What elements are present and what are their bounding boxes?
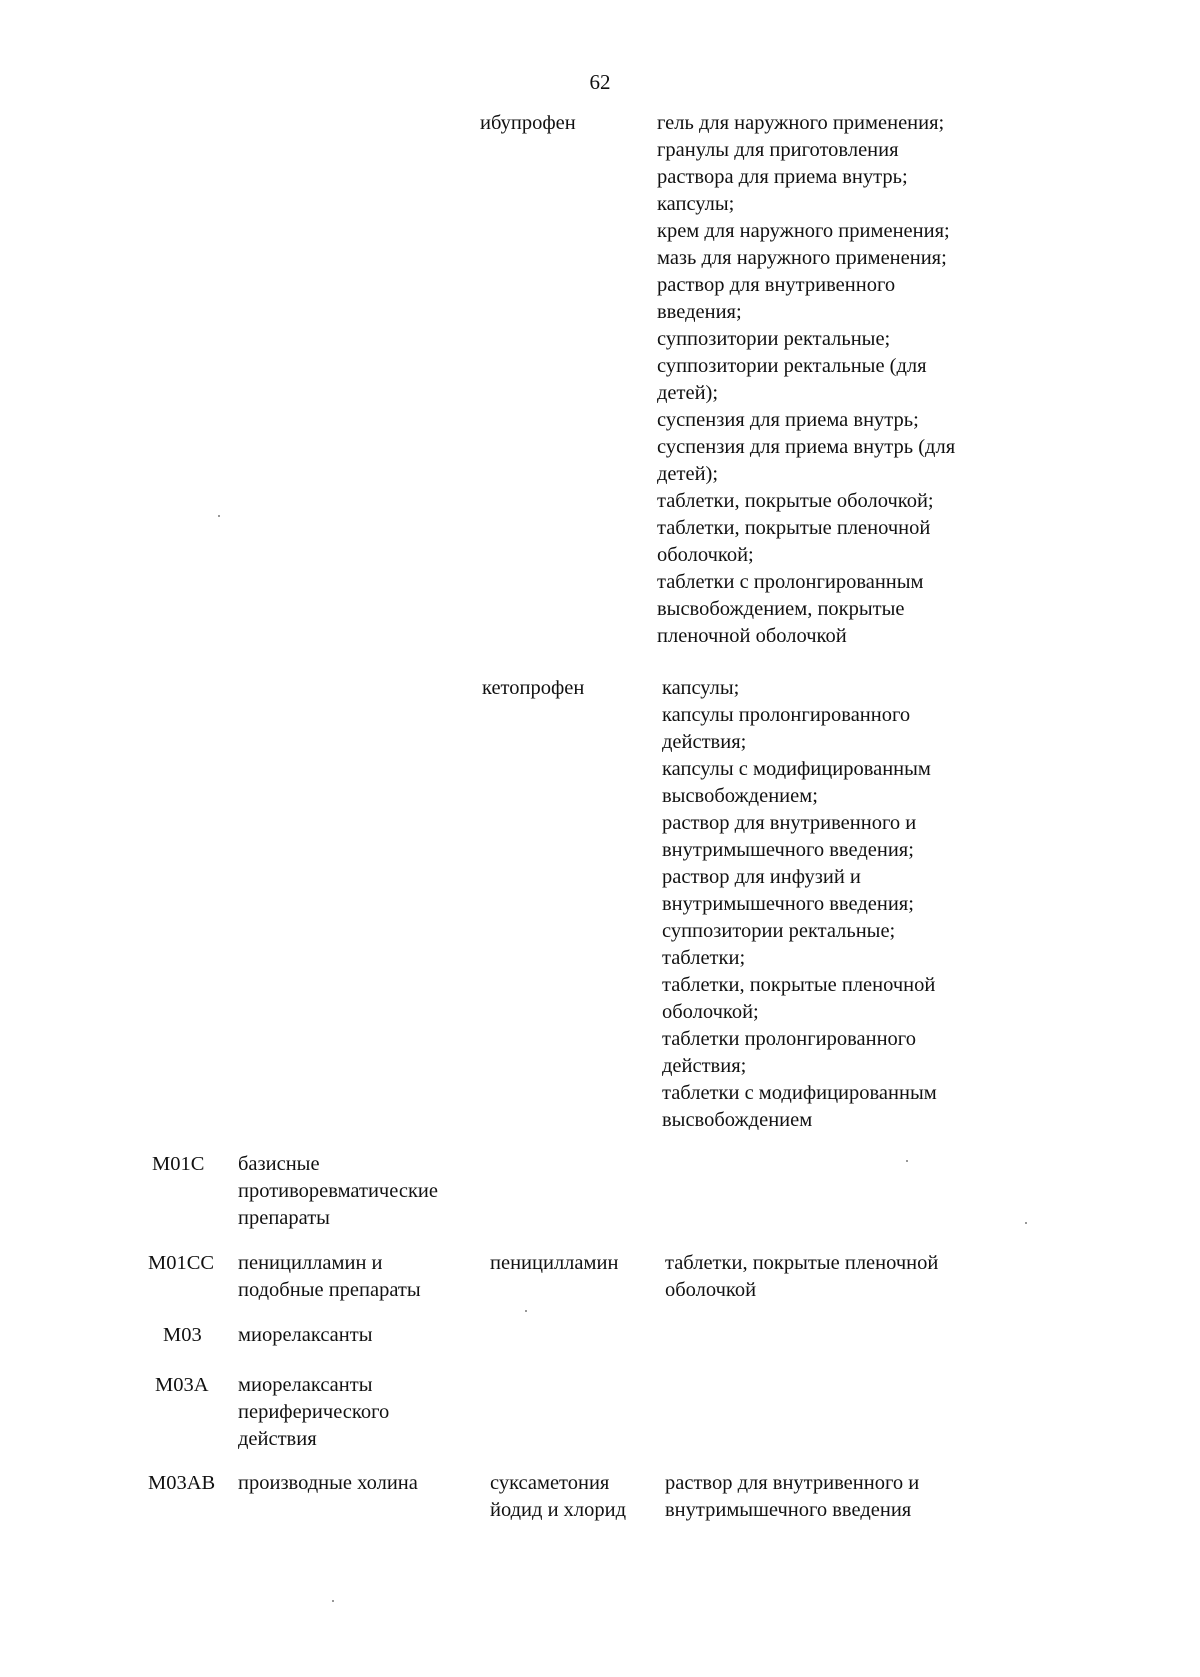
scan-speck — [218, 515, 220, 517]
scan-speck — [525, 1310, 527, 1312]
group-name: миорелаксанты периферического действия — [238, 1374, 390, 1450]
atc-code: M03 — [163, 1324, 202, 1346]
drug-name: ибупрофен — [480, 112, 576, 134]
group-name: пеницилламин и подобные препараты — [238, 1252, 421, 1301]
drug-name: пеницилламин — [490, 1252, 619, 1274]
scan-speck — [1025, 1222, 1027, 1224]
drug-name: суксаметония йодид и хлорид — [490, 1472, 627, 1521]
scan-speck — [906, 1160, 908, 1162]
atc-code: M03AB — [148, 1472, 216, 1494]
atc-code: M03A — [155, 1374, 209, 1396]
page-number: 62 — [589, 70, 611, 94]
atc-code: M01C — [152, 1153, 205, 1175]
dosage-forms: раствор для внутривенного и внутримышечного введения — [665, 1472, 920, 1521]
drug-name: кетопрофен — [482, 677, 585, 699]
dosage-forms: гель для наружного применения; гранулы для приготовления раствора для приема внутрь; капсулы; крем для наружного применения; мазь для наружного применения; раствор для внутривенного введения; суппозитории ректальные; суппозитории ректальные (для детей); суспензия для приема внутрь; суспензия для приема внутрь (для детей); таблетки, покрытые оболочкой; таблетки, покрытые пленочной оболочкой; таблетки с пролонгированным высвобождением, покрытые пленочной оболочкой — [657, 112, 956, 647]
group-name: базисные противоревматические препараты — [238, 1153, 438, 1229]
dosage-forms: таблетки, покрытые пленочной оболочкой — [665, 1252, 939, 1301]
atc-code: M01CC — [148, 1252, 215, 1274]
dosage-forms: капсулы; капсулы пролонгированного действия; капсулы с модифицированным высвобождением; раствор для внутривенного и внутримышечного введения; раствор для инфузий и внутримышечного введения; суппозитории ректальные; таблетки; таблетки, покрытые пленочной оболочкой; таблетки пролонгированного действия; таблетки с модифицированным высвобождением — [662, 677, 937, 1131]
scan-speck — [332, 1600, 334, 1602]
group-name: производные холина — [238, 1472, 418, 1494]
group-name: миорелаксанты — [238, 1324, 373, 1346]
